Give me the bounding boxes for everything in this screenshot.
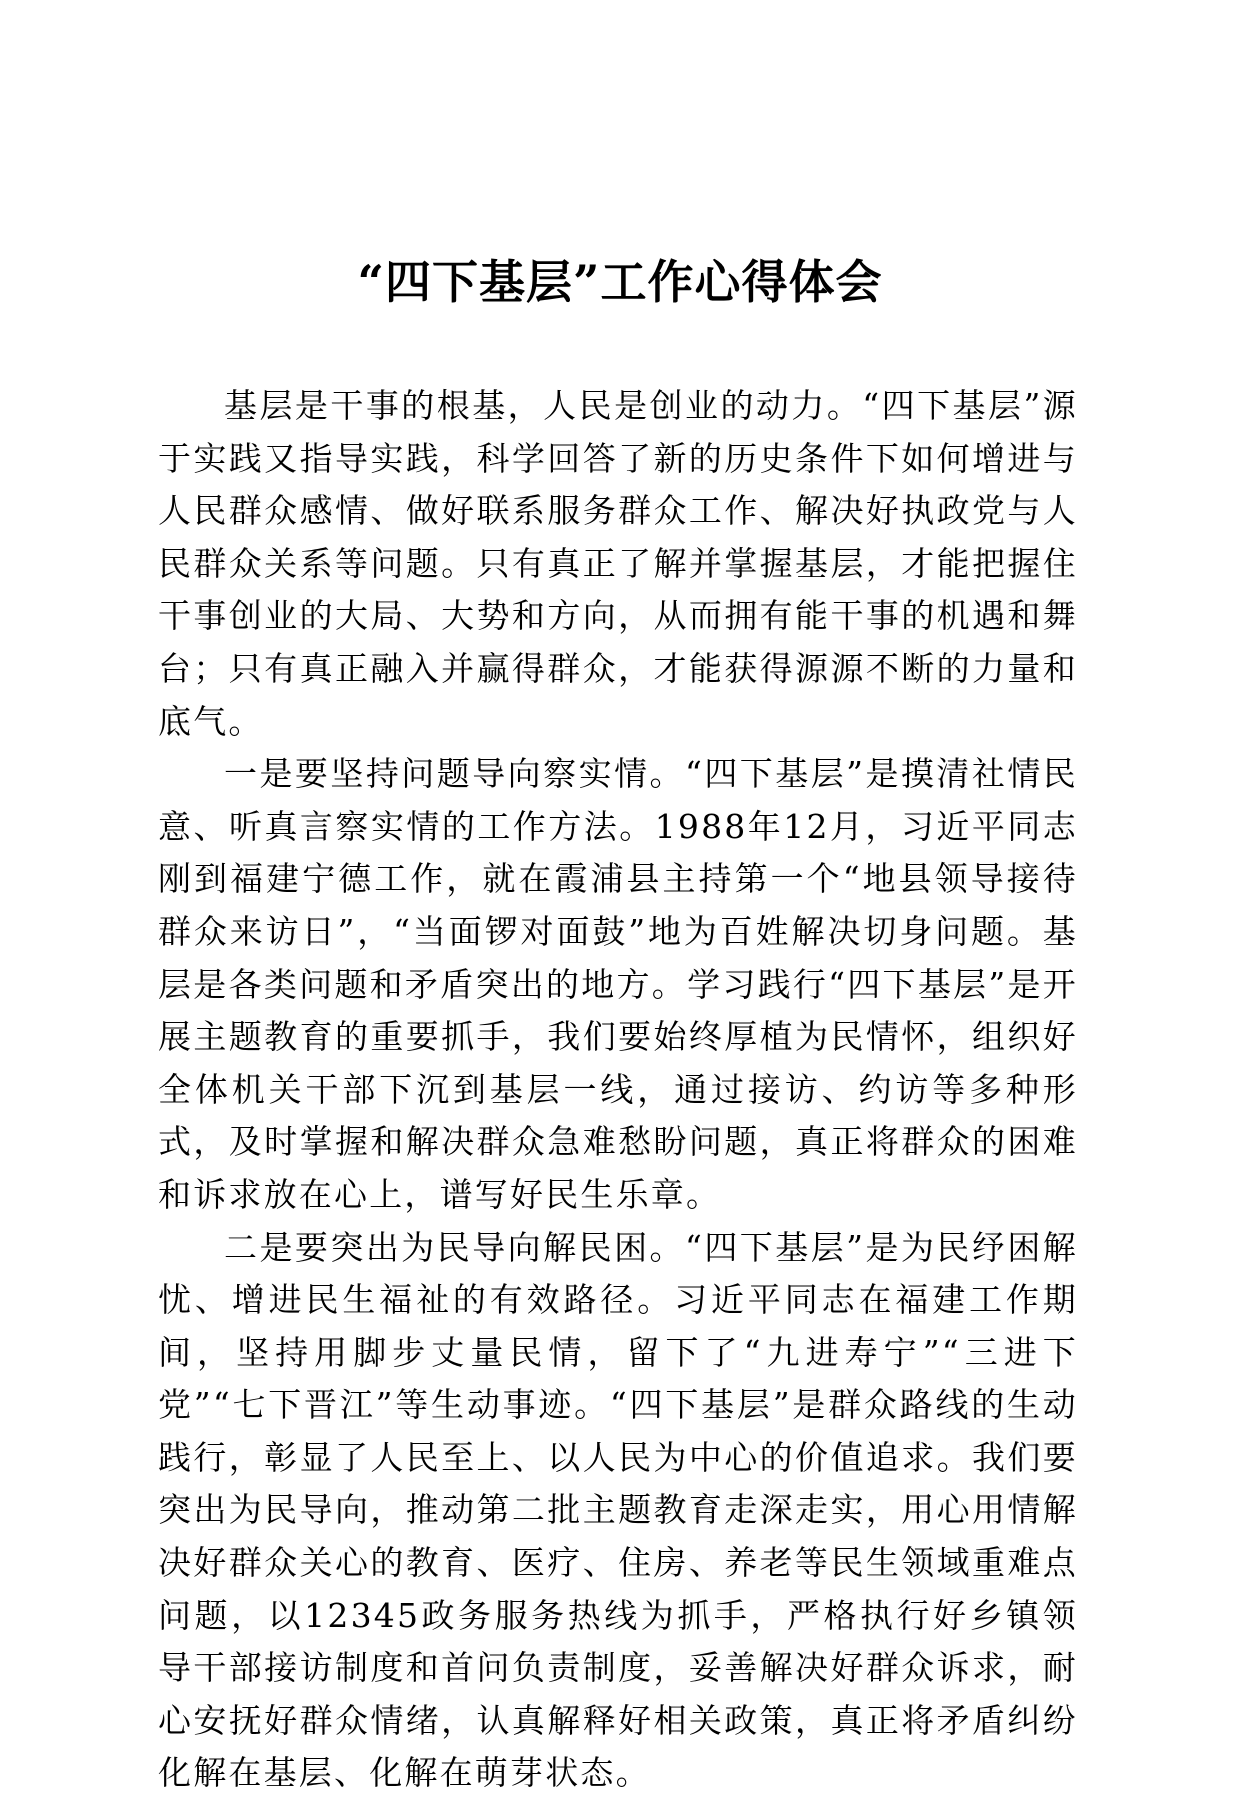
paragraph-intro: 基层是干事的根基，人民是创业的动力。“四下基层”源于实践又指导实践，科学回答了新的历史条件下如何增进与人民群众感情、做好联系服务群众工作、解决好执政党与人民群众关系等问题。只有真正了解并掌握基层，才能把握住干事创业的大局、大势和方向，从而拥有能干事的机遇和舞台；只有真正融入并赢得群众，才能获得源源不断的力量和底气。	[158, 380, 1078, 748]
paragraph-point-two: 二是要突出为民导向解民困。“四下基层”是为民纾困解忧、增进民生福祉的有效路径。习近平同志在福建工作期间，坚持用脚步丈量民情，留下了“九进寿宁”“三进下党”“七下晋江”等生动事迹。“四下基层”是群众路线的生动践行，彰显了人民至上、以人民为中心的价值追求。我们要突出为民导向，推动第二批主题教育走深走实，用心用情解决好群众关心的教育、医疗、住房、养老等民生领域重难点问题，以12345政务服务热线为抓手，严格执行好乡镇领导干部接访制度和首问负责制度，妥善解决好群众诉求，耐心安抚好群众情绪，认真解释好相关政策，真正将矛盾纠纷化解在基层、化解在萌芽状态。	[158, 1222, 1078, 1800]
document-title: “四下基层”工作心得体会	[0, 250, 1240, 314]
paragraph-point-one: 一是要坚持问题导向察实情。“四下基层”是摸清社情民意、听真言察实情的工作方法。1988年12月，习近平同志刚到福建宁德工作，就在霞浦县主持第一个“地县领导接待群众来访日”，“当面锣对面鼓”地为百姓解决切身问题。基层是各类问题和矛盾突出的地方。学习践行“四下基层”是开展主题教育的重要抓手，我们要始终厚植为民情怀，组织好全体机关干部下沉到基层一线，通过接访、约访等多种形式，及时掌握和解决群众急难愁盼问题，真正将群众的困难和诉求放在心上，谱写好民生乐章。	[158, 748, 1078, 1221]
document-body	[158, 380, 1078, 1800]
